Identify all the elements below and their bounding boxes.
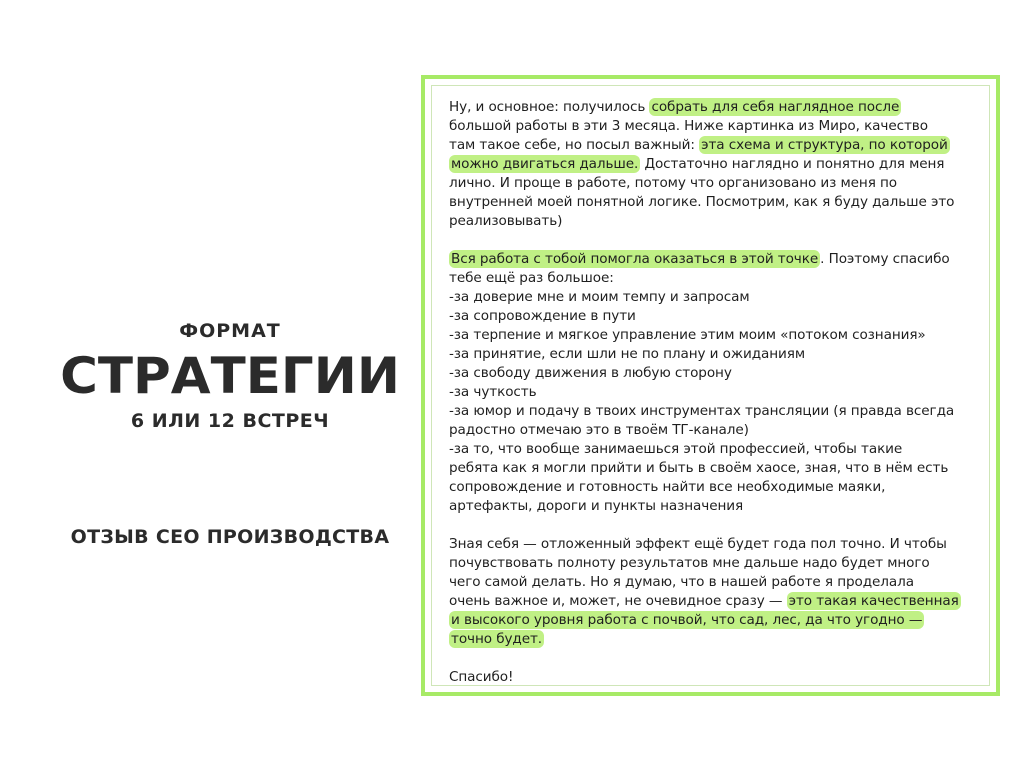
- testimonial-card: [421, 75, 1000, 696]
- text-line: Зная себя — отложенный эффект ещё будет года пол точно. И чтобы: [449, 536, 947, 552]
- list-item: -за доверие мне и моим темпу и запросам: [449, 289, 750, 305]
- text-line: реализовывать): [449, 213, 563, 229]
- text-line: [449, 250, 977, 269]
- text-line: [449, 630, 977, 649]
- left-panel: [28, 320, 432, 432]
- testimonial-text: [431, 85, 990, 686]
- text-line: [449, 136, 977, 155]
- text-line: тебе ещё раз большое:: [449, 270, 614, 286]
- text-fragment: . Поэтому спасибо: [820, 251, 950, 267]
- closing-line: Спасибо!: [449, 669, 514, 685]
- list-item: -за сопровождение в пути: [449, 308, 636, 324]
- list-item: -за юмор и подачу в твоих инструментах трансляции (я правда всегда: [449, 403, 955, 419]
- text-line: лично. И проще в работе, потому что организовано из меня по: [449, 175, 898, 191]
- text-line: почувствовать полноту результатов мне дальше надо будет много: [449, 555, 930, 571]
- text-fragment: очень важное и, может, не очевидное сразу —: [449, 593, 787, 609]
- highlighted-text: собрать для себя наглядное после: [651, 99, 900, 115]
- testimonial-paragraph: [449, 250, 977, 516]
- highlighted-text: Вся работа с тобой помогла оказаться в этой точке: [451, 251, 819, 267]
- list-item: -за чуткость: [449, 384, 537, 400]
- text-line: [449, 592, 977, 611]
- text-line: [449, 611, 977, 630]
- highlighted-text: это такая качественная: [788, 593, 959, 609]
- text-line: радостно отмечаю это в твоём ТГ-канале): [449, 422, 749, 438]
- review-label: ОТЗЫВ СЕО ПРОИЗВОДСТВА: [70, 526, 390, 548]
- text-line: [449, 98, 977, 117]
- testimonial-paragraph: [449, 668, 977, 687]
- list-item: -за то, что вообще занимаешься этой профессией, чтобы такие: [449, 441, 903, 457]
- testimonial-paragraph: [449, 98, 977, 231]
- text-line: внутренней моей понятной логике. Посмотрим, как я буду дальше это: [449, 194, 955, 210]
- text-line: ребята как я могли прийти и быть в своём хаосе, зная, что в нём есть: [449, 460, 949, 476]
- text-line: артефакты, дороги и пункты назначения: [449, 498, 744, 514]
- text-line: сопровождение и готовность найти все необходимые маяки,: [449, 479, 886, 495]
- format-label: ФОРМАТ: [179, 320, 281, 342]
- list-item: -за принятие, если шли не по плану и ожиданиям: [449, 346, 806, 362]
- meetings-count: 6 ИЛИ 12 ВСТРЕЧ: [130, 410, 330, 432]
- list-item: -за терпение и мягкое управление этим моим «потоком сознания»: [449, 327, 926, 343]
- list-item: -за свободу движения в любую сторону: [449, 365, 732, 381]
- highlighted-text: и высокого уровня работа с почвой, что сад, лес, да что угодно —: [451, 612, 923, 628]
- testimonial-paragraph: [449, 535, 977, 649]
- highlighted-text: можно двигаться дальше.: [451, 156, 639, 172]
- text-fragment: там такое себе, но посыл важный:: [449, 137, 700, 153]
- highlighted-text: эта схема и структура, по которой: [701, 137, 948, 153]
- text-line: чего самой делать. Но я думаю, что в нашей работе я проделала: [449, 574, 914, 590]
- text-fragment: Достаточно наглядно и понятно для меня: [640, 156, 945, 172]
- program-title: СТРАТЕГИИ: [60, 347, 400, 405]
- text-line: [449, 155, 977, 174]
- text-fragment: Ну, и основное: получилось: [449, 99, 650, 115]
- text-line: большой работы в эти 3 месяца. Ниже картинка из Миро, качество: [449, 118, 928, 134]
- highlighted-text: точно будет.: [451, 631, 543, 647]
